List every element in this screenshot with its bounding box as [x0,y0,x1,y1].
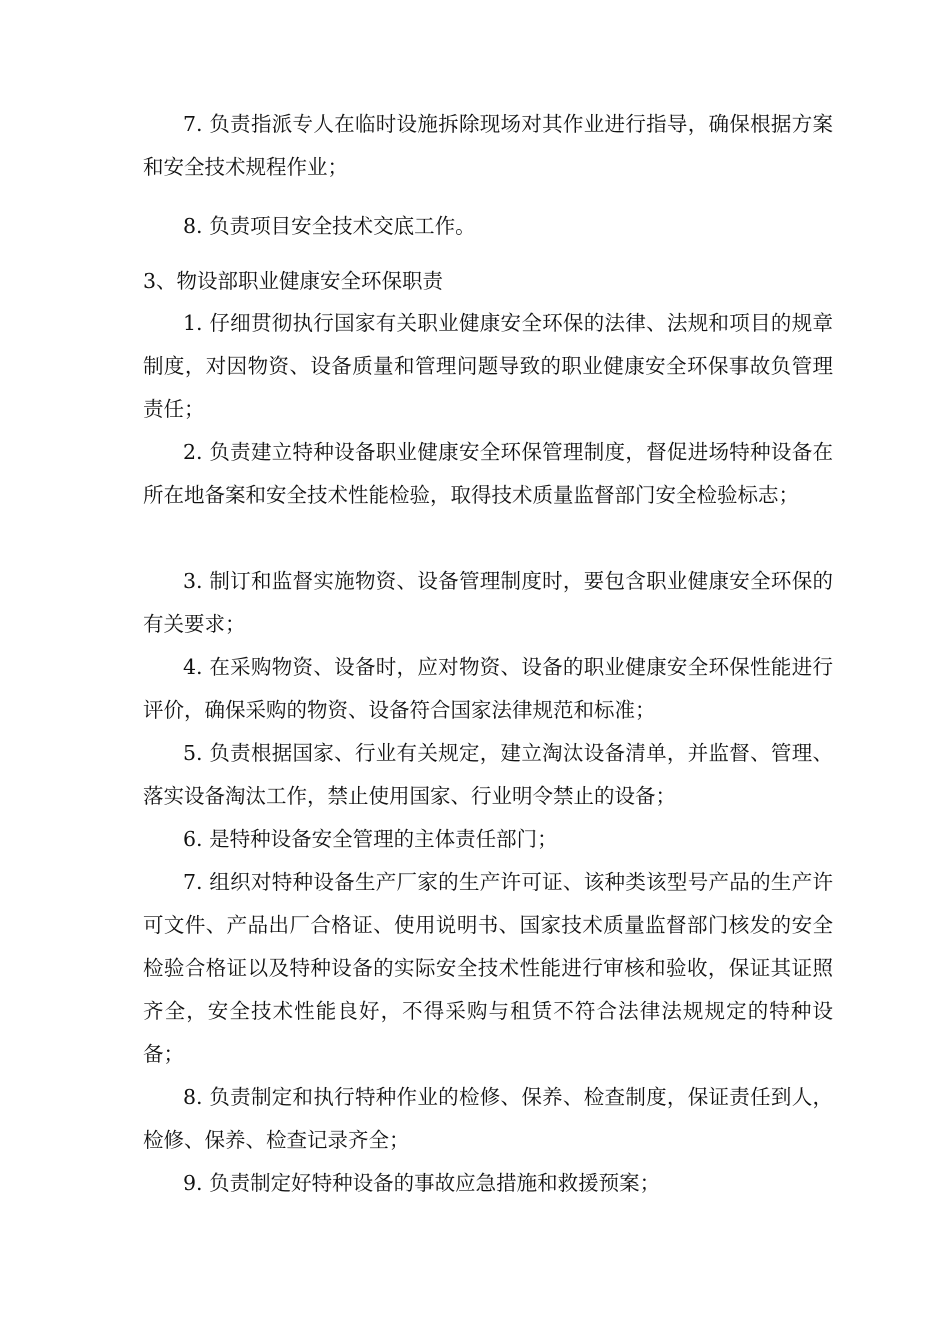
paragraph-item-6-responsible-department: 6. 是特种设备安全管理的主体责任部门； [183,827,558,851]
paragraph-item-4-procurement-evaluation: 4. 在采购物资、设备时，应对物资、设备的职业健康安全环保性能进行评价，确保采购的物资、设备符合国家法律规范和标准； [143,655,833,722]
paragraph-item-2-special-equipment-system: 2. 负责建立特种设备职业健康安全环保管理制度，督促进场特种设备在所在地备案和安全技术性能检验，取得技术质量监督部门安全检验标志； [143,440,833,507]
paragraph-item-9-emergency-plan: 9. 负责制定好特种设备的事故应急措施和救援预案； [183,1171,661,1195]
paragraph-item-7-certificate-review: 7. 组织对特种设备生产厂家的生产许可证、该种类该型号产品的生产许可文件、产品出厂合格证、使用说明书、国家技术质量监督部门核发的安全检验合格证以及特种设备的实际安全技术性能进行审核和验收，保证其证照齐全，安全技术性能良好，不得采购与租赁不符合法律法规规定的特种设备； [143,870,833,1066]
paragraph-item-5-obsolete-equipment: 5. 负责根据国家、行业有关规定，建立淘汰设备清单，并监督、管理、落实设备淘汰工作，禁止使用国家、行业明令禁止的设备； [143,741,833,808]
paragraph-item-1-implement-laws: 1. 仔细贯彻执行国家有关职业健康安全环保的法律、法规和项目的规章制度，对因物资、设备质量和管理问题导致的职业健康安全环保事故负管理责任； [143,311,833,421]
paragraph-item-8-safety-briefing: 8. 负责项目安全技术交底工作。 [183,214,476,238]
paragraph-item-7-dismantle-guidance: 7. 负责指派专人在临时设施拆除现场对其作业进行指导，确保根据方案和安全技术规程作业； [143,112,833,179]
paragraph-item-3-management-rules: 3. 制订和监督实施物资、设备管理制度时，要包含职业健康安全环保的有关要求； [143,569,833,636]
paragraph-item-8-maintenance-system: 8. 负责制定和执行特种作业的检修、保养、检查制度，保证责任到人，检修、保养、检查记录齐全； [143,1085,833,1152]
section-heading-materials-dept: 3、物设部职业健康安全环保职责 [143,269,444,293]
